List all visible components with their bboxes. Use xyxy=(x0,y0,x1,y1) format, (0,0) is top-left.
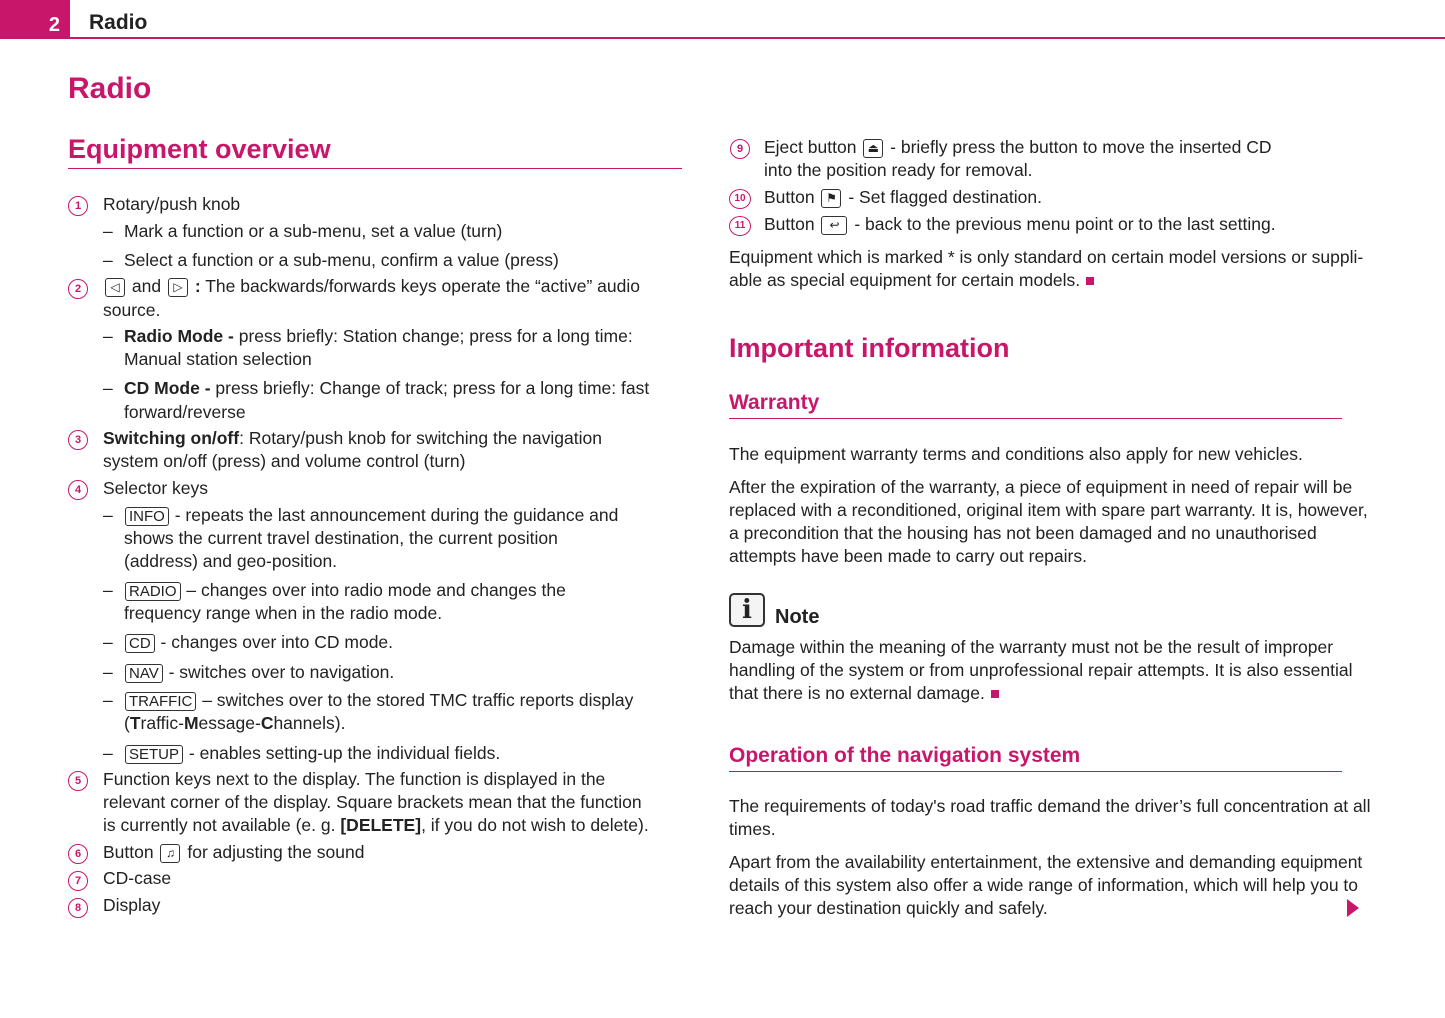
item-1-text: Rotary/push knob xyxy=(103,194,241,214)
raffic: raffic- xyxy=(140,713,184,733)
cd-mode-line-2: forward/reverse xyxy=(124,402,246,422)
item-5-line-2: relevant corner of the display. Square brackets mean that the function xyxy=(103,792,642,812)
callout-3: 3 xyxy=(68,430,88,450)
radio-mode-line-1 xyxy=(124,325,633,348)
item-10-text-a: Button xyxy=(764,187,815,207)
dash: – xyxy=(103,221,113,241)
item-5-line-1: Function keys next to the display. The function is displayed in the xyxy=(103,769,606,789)
dash: – xyxy=(103,743,113,763)
paren: ( xyxy=(124,713,130,733)
callout-5: 5 xyxy=(68,771,88,791)
item-5-text-3a: is currently not available (e. g. xyxy=(103,815,336,835)
item-6-text-a: Button xyxy=(103,842,154,862)
operation-rule xyxy=(729,771,1342,772)
m-letter: M xyxy=(183,713,199,733)
dash: – xyxy=(103,632,113,652)
essage: essage- xyxy=(198,713,261,733)
setup-key-line xyxy=(124,742,500,765)
dash: – xyxy=(103,505,113,525)
flag-key-icon: ⚑ xyxy=(821,189,841,208)
item-5-line-3 xyxy=(103,814,649,837)
dash: – xyxy=(103,690,113,710)
cd-key-line xyxy=(124,631,393,654)
warranty-heading: Warranty xyxy=(729,391,820,414)
item-7-text: CD-case xyxy=(103,868,172,888)
warranty-para-2-line-4: attempts have been made to carry out repairs. xyxy=(729,546,1087,566)
callout-4: 4 xyxy=(68,480,88,500)
t-letter: T xyxy=(129,713,141,733)
traffic-key-text-1: – switches over to the stored TMC traffic reports display xyxy=(202,690,634,710)
header-rule xyxy=(0,37,1445,39)
header-section-title: Radio xyxy=(89,11,148,34)
operation-heading: Operation of the navigation system xyxy=(729,744,1081,767)
radio-mode-line-2: Manual station selection xyxy=(124,349,312,369)
note-icon: i xyxy=(729,593,765,627)
warranty-rule xyxy=(729,418,1342,419)
operation-para-1-line-2: times. xyxy=(729,819,776,839)
operation-para-2-line-1: Apart from the availability entertainment, the extensive and demanding equipment xyxy=(729,852,1363,872)
heading-rule xyxy=(68,168,682,169)
item-6-text-b: for adjusting the sound xyxy=(187,842,365,862)
info-text-1: - repeats the last announcement during the guidance and xyxy=(174,505,619,525)
equipment-note-text-2: able as special equipment for certain models. xyxy=(729,270,1081,290)
item-9-text-b: - briefly press the button to move the inserted CD xyxy=(890,137,1272,157)
cd-key: CD xyxy=(125,634,155,653)
switching-on-off-label: Switching on/off xyxy=(103,428,240,448)
continue-arrow-icon xyxy=(1347,899,1359,917)
cd-key-text: - changes over into CD mode. xyxy=(160,632,394,652)
item-2-line-2: source. xyxy=(103,300,161,320)
warranty-para-2-line-3: a precondition that the housing has not been damaged and no unauthorised xyxy=(729,523,1317,543)
nav-key-line xyxy=(124,661,394,684)
c-letter: C xyxy=(260,713,274,733)
item-9-line-2: into the position ready for removal. xyxy=(764,160,1033,180)
callout-10: 10 xyxy=(729,189,751,209)
item-9-text-a: Eject button xyxy=(764,137,857,157)
forward-key-icon: ▷ xyxy=(168,278,188,297)
radio-key-text-1: – changes over into radio mode and changes the xyxy=(186,580,566,600)
note-text-3: that there is no external damage. xyxy=(729,683,985,703)
item-9-line-1 xyxy=(764,136,1271,159)
item-5-text-3c: , if you do not wish to delete). xyxy=(421,815,649,835)
item-11-text-b: - back to the previous menu point or to the last setting. xyxy=(854,214,1276,234)
equipment-note-line-1: Equipment which is marked * is only standard on certain model versions or suppli- xyxy=(729,247,1364,267)
traffic-key-line-2 xyxy=(124,712,345,735)
item-8-text: Display xyxy=(103,895,161,915)
info-line-2: shows the current travel destination, the current position xyxy=(124,528,558,548)
page-title: Radio xyxy=(68,72,152,105)
info-line-1 xyxy=(124,504,618,527)
item-3-line-2: system on/off (press) and volume control (turn) xyxy=(103,451,466,471)
dash: – xyxy=(103,378,113,398)
radio-mode-text-1: press briefly: Station change; press for a long time: xyxy=(238,326,633,346)
warranty-para-2-line-2: replaced with a reconditioned, original item with spare part warranty. It is, however, xyxy=(729,500,1368,520)
traffic-key: TRAFFIC xyxy=(125,692,196,711)
cd-mode-line-1 xyxy=(124,377,649,400)
callout-6: 6 xyxy=(68,844,88,864)
info-line-3: (address) and geo-position. xyxy=(124,551,338,571)
item-4-text: Selector keys xyxy=(103,478,209,498)
callout-7: 7 xyxy=(68,871,88,891)
note-label: Note xyxy=(775,606,820,628)
callout-1: 1 xyxy=(68,196,88,216)
setup-key: SETUP xyxy=(125,745,183,764)
warranty-para-2-line-1: After the expiration of the warranty, a piece of equipment in need of repair will be xyxy=(729,477,1353,497)
item-10-text-b: - Set flagged destination. xyxy=(848,187,1042,207)
dash: – xyxy=(103,580,113,600)
item-10-line xyxy=(764,186,1042,209)
and-word: and xyxy=(131,276,162,296)
radio-key: RADIO xyxy=(125,582,181,601)
important-information-heading: Important information xyxy=(729,333,1010,363)
radio-key-line-2: frequency range when in the radio mode. xyxy=(124,603,443,623)
radio-key-line-1 xyxy=(124,579,566,602)
traffic-key-line-1 xyxy=(124,689,633,712)
item-1-sub-1: Mark a function or a sub-menu, set a value (turn) xyxy=(124,221,503,241)
eject-key-icon: ⏏ xyxy=(863,139,883,158)
operation-para-1-line-1: The requirements of today's road traffic demand the driver’s full concentration at all xyxy=(729,796,1371,816)
colon: : xyxy=(194,276,201,296)
item-11-line xyxy=(764,213,1276,236)
operation-para-2-line-3: reach your destination quickly and safely. xyxy=(729,898,1048,918)
item-1-sub-2: Select a function or a sub-menu, confirm a value (press) xyxy=(124,250,559,270)
dash: – xyxy=(103,662,113,682)
nav-key-text: - switches over to navigation. xyxy=(168,662,395,682)
dash: – xyxy=(103,250,113,270)
equipment-overview-heading: Equipment overview xyxy=(68,134,331,164)
back-key-icon: ◁ xyxy=(105,278,125,297)
note-line-2: handling of the system or from unprofessional repair attempts. It is also essential xyxy=(729,660,1353,680)
operation-para-2-line-2: details of this system also offer a wide range of information, which will help you to xyxy=(729,875,1359,895)
warranty-para-1: The equipment warranty terms and conditions also apply for new vehicles. xyxy=(729,444,1303,464)
item-3-line-1 xyxy=(103,427,602,450)
callout-8: 8 xyxy=(68,898,88,918)
end-marker-icon xyxy=(991,690,999,698)
item-2-line-1 xyxy=(103,275,640,298)
nav-key: NAV xyxy=(125,664,163,683)
item-11-text-a: Button xyxy=(764,214,815,234)
setup-key-text: - enables setting-up the individual fields. xyxy=(188,743,501,763)
end-marker-icon xyxy=(1086,277,1094,285)
delete-label: [DELETE] xyxy=(340,815,422,835)
item-2-text-1: The backwards/forwards keys operate the “active” audio xyxy=(205,276,640,296)
return-key-icon: ↩ xyxy=(821,216,847,235)
sound-key-icon: ♫ xyxy=(160,844,180,863)
note-line-1: Damage within the meaning of the warranty must not be the result of improper xyxy=(729,637,1334,657)
radio-mode-label: Radio Mode - xyxy=(124,326,234,346)
callout-2: 2 xyxy=(68,279,88,299)
item-3-text-1: : Rotary/push knob for switching the navigation xyxy=(239,428,602,448)
item-6-line xyxy=(103,841,364,864)
equipment-note-line-2 xyxy=(729,269,1094,292)
note-line-3 xyxy=(729,682,999,705)
hannels: hannels). xyxy=(273,713,346,733)
cd-mode-text-1: press briefly: Change of track; press for a long time: fast xyxy=(215,378,650,398)
callout-11: 11 xyxy=(729,216,751,236)
info-key: INFO xyxy=(125,507,169,526)
dash: – xyxy=(103,326,113,346)
cd-mode-label: CD Mode - xyxy=(124,378,211,398)
callout-9: 9 xyxy=(730,139,750,159)
page-number: 2 xyxy=(0,0,70,39)
